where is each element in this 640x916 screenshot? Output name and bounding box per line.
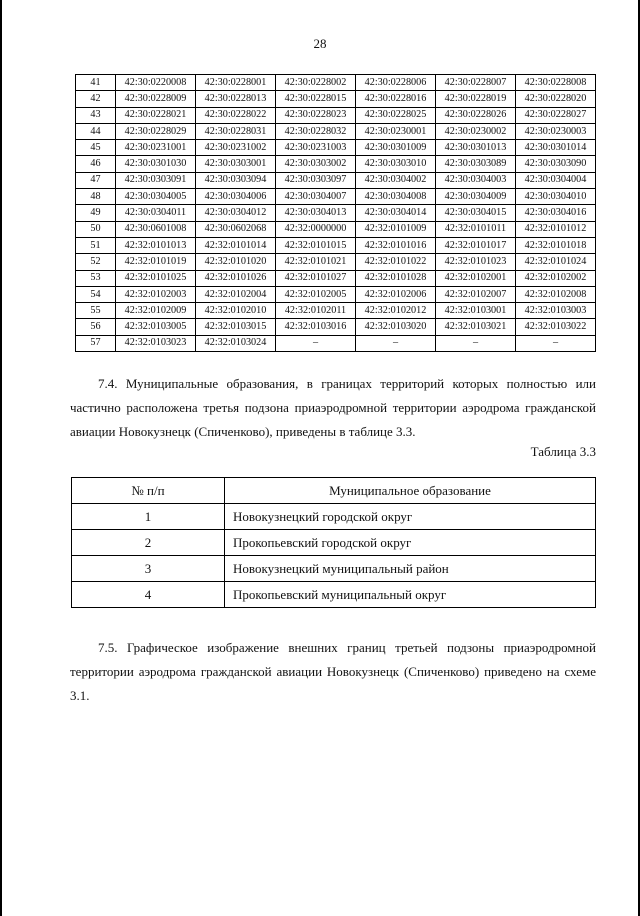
- cadastral-number-cell: 42:32:0101018: [516, 237, 596, 253]
- cadastral-number-cell: 42:32:0103022: [516, 319, 596, 335]
- cadastral-number-cell: 42:30:0228002: [276, 75, 356, 91]
- table-row: [76, 75, 596, 91]
- cadastral-number-cell: 42:30:0304008: [356, 189, 436, 205]
- row-number: 2: [72, 530, 225, 556]
- cadastral-number-cell: 42:32:0102008: [516, 286, 596, 302]
- table-row: [76, 319, 596, 335]
- cadastral-number-cell: 42:30:0303010: [356, 156, 436, 172]
- row-number-cell: 50: [76, 221, 116, 237]
- cadastral-number-cell: 42:30:0228013: [196, 91, 276, 107]
- cadastral-number-cell: 42:30:0601008: [116, 221, 196, 237]
- paragraph-7-4-text: Муниципальные образования, в границах территорий которых полностью или частично расположена третья подзона приаэродромной территории аэродрома гражданской авиации Новокузнецк (Спиченково), приведены в таблице 3.3.: [70, 376, 596, 439]
- cadastral-number-cell: 42:30:0303002: [276, 156, 356, 172]
- table-row: [76, 156, 596, 172]
- scan-edge-left: [0, 0, 2, 916]
- table-row: [76, 254, 596, 270]
- cadastral-number-cell: 42:30:0304010: [516, 189, 596, 205]
- paragraph-7-4: [70, 372, 596, 444]
- cadastral-number-cell: 42:30:0220008: [116, 75, 196, 91]
- cadastral-number-cell: 42:30:0304011: [116, 205, 196, 221]
- municipal-table-header: [72, 478, 596, 504]
- cadastral-number-cell: 42:32:0102002: [516, 270, 596, 286]
- cadastral-number-cell: 42:32:0101019: [116, 254, 196, 270]
- cadastral-number-cell: 42:32:0102006: [356, 286, 436, 302]
- cadastral-number-cell: 42:32:0101020: [196, 254, 276, 270]
- cadastral-number-cell: 42:30:0228023: [276, 107, 356, 123]
- row-number-cell: 44: [76, 123, 116, 139]
- cadastral-number-cell: 42:30:0303001: [196, 156, 276, 172]
- cadastral-table-body: [76, 75, 596, 352]
- cadastral-number-cell: 42:32:0103003: [516, 303, 596, 319]
- table-row: [76, 189, 596, 205]
- cadastral-number-cell: 42:30:0228019: [436, 91, 516, 107]
- cadastral-number-cell: 42:32:0103001: [436, 303, 516, 319]
- cadastral-number-cell: 42:32:0101025: [116, 270, 196, 286]
- cadastral-number-cell: 42:32:0101011: [436, 221, 516, 237]
- cadastral-number-cell: 42:30:0228008: [516, 75, 596, 91]
- cadastral-number-cell: 42:32:0000000: [276, 221, 356, 237]
- row-number-cell: 42: [76, 91, 116, 107]
- cadastral-number-cell: 42:30:0303094: [196, 172, 276, 188]
- cadastral-number-cell: –: [356, 335, 436, 351]
- cadastral-number-cell: 42:30:0228032: [276, 123, 356, 139]
- table-row: [76, 123, 596, 139]
- cadastral-number-cell: 42:30:0304004: [516, 172, 596, 188]
- cadastral-number-cell: 42:32:0102001: [436, 270, 516, 286]
- row-number-cell: 56: [76, 319, 116, 335]
- row-number: 1: [72, 504, 225, 530]
- table-row: [76, 107, 596, 123]
- municipal-formations-table: [71, 477, 596, 608]
- cadastral-number-cell: 42:32:0101022: [356, 254, 436, 270]
- row-name: Прокопьевский муниципальный округ: [225, 582, 596, 608]
- row-number-cell: 49: [76, 205, 116, 221]
- row-number-cell: 47: [76, 172, 116, 188]
- table-row: [76, 91, 596, 107]
- paragraph-7-5-number: 7.5.: [98, 640, 118, 655]
- cadastral-number-cell: 42:30:0303089: [436, 156, 516, 172]
- cadastral-number-cell: 42:30:0228001: [196, 75, 276, 91]
- cadastral-number-cell: 42:32:0102012: [356, 303, 436, 319]
- row-number-cell: 55: [76, 303, 116, 319]
- cadastral-number-cell: 42:30:0304009: [436, 189, 516, 205]
- paragraph-7-4-number: 7.4.: [98, 376, 118, 391]
- row-number-cell: 46: [76, 156, 116, 172]
- cadastral-number-cell: 42:30:0228031: [196, 123, 276, 139]
- cadastral-number-cell: 42:30:0230003: [516, 123, 596, 139]
- cadastral-number-cell: 42:30:0231002: [196, 140, 276, 156]
- table-row: [76, 303, 596, 319]
- row-number-cell: 45: [76, 140, 116, 156]
- row-number-cell: 57: [76, 335, 116, 351]
- cadastral-number-cell: 42:30:0228029: [116, 123, 196, 139]
- cadastral-number-cell: 42:30:0304014: [356, 205, 436, 221]
- table-3-3-caption: Таблица 3.3: [530, 444, 596, 459]
- cadastral-number-cell: 42:32:0103024: [196, 335, 276, 351]
- row-number-cell: 41: [76, 75, 116, 91]
- cadastral-number-cell: 42:30:0301030: [116, 156, 196, 172]
- table-row: [76, 237, 596, 253]
- cadastral-number-cell: 42:32:0101023: [436, 254, 516, 270]
- cadastral-number-cell: 42:32:0103023: [116, 335, 196, 351]
- cadastral-number-cell: 42:30:0303090: [516, 156, 596, 172]
- cadastral-number-cell: 42:32:0101021: [276, 254, 356, 270]
- row-name: Новокузнецкий городской округ: [225, 504, 596, 530]
- table-row: [76, 172, 596, 188]
- cadastral-number-cell: 42:32:0102009: [116, 303, 196, 319]
- cadastral-number-cell: 42:32:0101015: [276, 237, 356, 253]
- cadastral-number-cell: 42:30:0303097: [276, 172, 356, 188]
- row-number-cell: 43: [76, 107, 116, 123]
- cadastral-number-cell: 42:30:0304016: [516, 205, 596, 221]
- cadastral-number-cell: 42:30:0602068: [196, 221, 276, 237]
- cadastral-number-cell: 42:32:0101028: [356, 270, 436, 286]
- cadastral-number-cell: 42:30:0230001: [356, 123, 436, 139]
- cadastral-number-cell: 42:32:0103005: [116, 319, 196, 335]
- cadastral-number-cell: 42:30:0231003: [276, 140, 356, 156]
- cadastral-number-cell: 42:30:0304006: [196, 189, 276, 205]
- cadastral-number-cell: 42:32:0102004: [196, 286, 276, 302]
- cadastral-number-cell: 42:30:0228027: [516, 107, 596, 123]
- cadastral-number-cell: 42:32:0103020: [356, 319, 436, 335]
- row-number-cell: 48: [76, 189, 116, 205]
- table-row: [76, 286, 596, 302]
- table-row: [72, 530, 596, 556]
- cadastral-number-cell: 42:30:0304007: [276, 189, 356, 205]
- table-row: [76, 270, 596, 286]
- cadastral-number-cell: 42:30:0228026: [436, 107, 516, 123]
- cadastral-number-cell: 42:32:0103015: [196, 319, 276, 335]
- table-row: [72, 556, 596, 582]
- cadastral-number-cell: 42:30:0304013: [276, 205, 356, 221]
- header-number: № п/п: [72, 478, 225, 504]
- cadastral-number-cell: 42:30:0304002: [356, 172, 436, 188]
- cadastral-number-cell: 42:32:0101017: [436, 237, 516, 253]
- cadastral-number-cell: 42:32:0101014: [196, 237, 276, 253]
- cadastral-number-cell: 42:30:0304015: [436, 205, 516, 221]
- cadastral-number-cell: 42:32:0101024: [516, 254, 596, 270]
- cadastral-number-cell: 42:30:0228016: [356, 91, 436, 107]
- page-number: 28: [313, 36, 327, 51]
- cadastral-number-cell: 42:32:0102005: [276, 286, 356, 302]
- cadastral-number-cell: 42:30:0304003: [436, 172, 516, 188]
- cadastral-number-cell: 42:32:0101027: [276, 270, 356, 286]
- cadastral-number-cell: 42:32:0101016: [356, 237, 436, 253]
- cadastral-number-cell: 42:32:0101026: [196, 270, 276, 286]
- cadastral-number-cell: 42:32:0101012: [516, 221, 596, 237]
- header-municipal-formation: Муниципальное образование: [225, 478, 596, 504]
- cadastral-number-cell: 42:32:0103021: [436, 319, 516, 335]
- row-name: Новокузнецкий муниципальный район: [225, 556, 596, 582]
- row-name: Прокопьевский городской округ: [225, 530, 596, 556]
- cadastral-number-cell: 42:30:0228009: [116, 91, 196, 107]
- cadastral-number-cell: 42:30:0228006: [356, 75, 436, 91]
- table-row: [72, 582, 596, 608]
- paragraph-7-5-text: Графическое изображение внешних границ третьей подзоны приаэродромной территории аэродрома гражданской авиации Новокузнецк (Спиченково) приведено на схеме 3.1.: [70, 640, 596, 703]
- cadastral-number-cell: 42:32:0102011: [276, 303, 356, 319]
- cadastral-number-cell: 42:30:0301014: [516, 140, 596, 156]
- cadastral-number-cell: 42:30:0301013: [436, 140, 516, 156]
- cadastral-number-cell: 42:32:0102010: [196, 303, 276, 319]
- row-number-cell: 53: [76, 270, 116, 286]
- cadastral-number-cell: 42:30:0228015: [276, 91, 356, 107]
- row-number-cell: 52: [76, 254, 116, 270]
- cadastral-number-cell: 42:32:0102003: [116, 286, 196, 302]
- cadastral-number-cell: 42:30:0230002: [436, 123, 516, 139]
- cadastral-number-cell: 42:30:0228007: [436, 75, 516, 91]
- cadastral-number-cell: 42:32:0101009: [356, 221, 436, 237]
- table-row: [76, 221, 596, 237]
- cadastral-number-cell: 42:30:0303091: [116, 172, 196, 188]
- cadastral-number-cell: –: [436, 335, 516, 351]
- cadastral-numbers-table: [75, 74, 596, 352]
- cadastral-number-cell: 42:30:0301009: [356, 140, 436, 156]
- cadastral-number-cell: 42:30:0231001: [116, 140, 196, 156]
- row-number: 3: [72, 556, 225, 582]
- cadastral-number-cell: 42:30:0228022: [196, 107, 276, 123]
- cadastral-number-cell: 42:32:0101013: [116, 237, 196, 253]
- cadastral-number-cell: 42:30:0304005: [116, 189, 196, 205]
- row-number-cell: 51: [76, 237, 116, 253]
- row-number-cell: 54: [76, 286, 116, 302]
- cadastral-number-cell: 42:32:0103016: [276, 319, 356, 335]
- cadastral-number-cell: 42:32:0102007: [436, 286, 516, 302]
- table-row: [76, 140, 596, 156]
- paragraph-7-5: [70, 636, 596, 708]
- cadastral-number-cell: –: [276, 335, 356, 351]
- cadastral-number-cell: 42:30:0228020: [516, 91, 596, 107]
- cadastral-number-cell: 42:30:0304012: [196, 205, 276, 221]
- table-row: [76, 335, 596, 351]
- cadastral-number-cell: –: [516, 335, 596, 351]
- table-row: [72, 504, 596, 530]
- cadastral-number-cell: 42:30:0228025: [356, 107, 436, 123]
- cadastral-number-cell: 42:30:0228021: [116, 107, 196, 123]
- row-number: 4: [72, 582, 225, 608]
- table-row: [76, 205, 596, 221]
